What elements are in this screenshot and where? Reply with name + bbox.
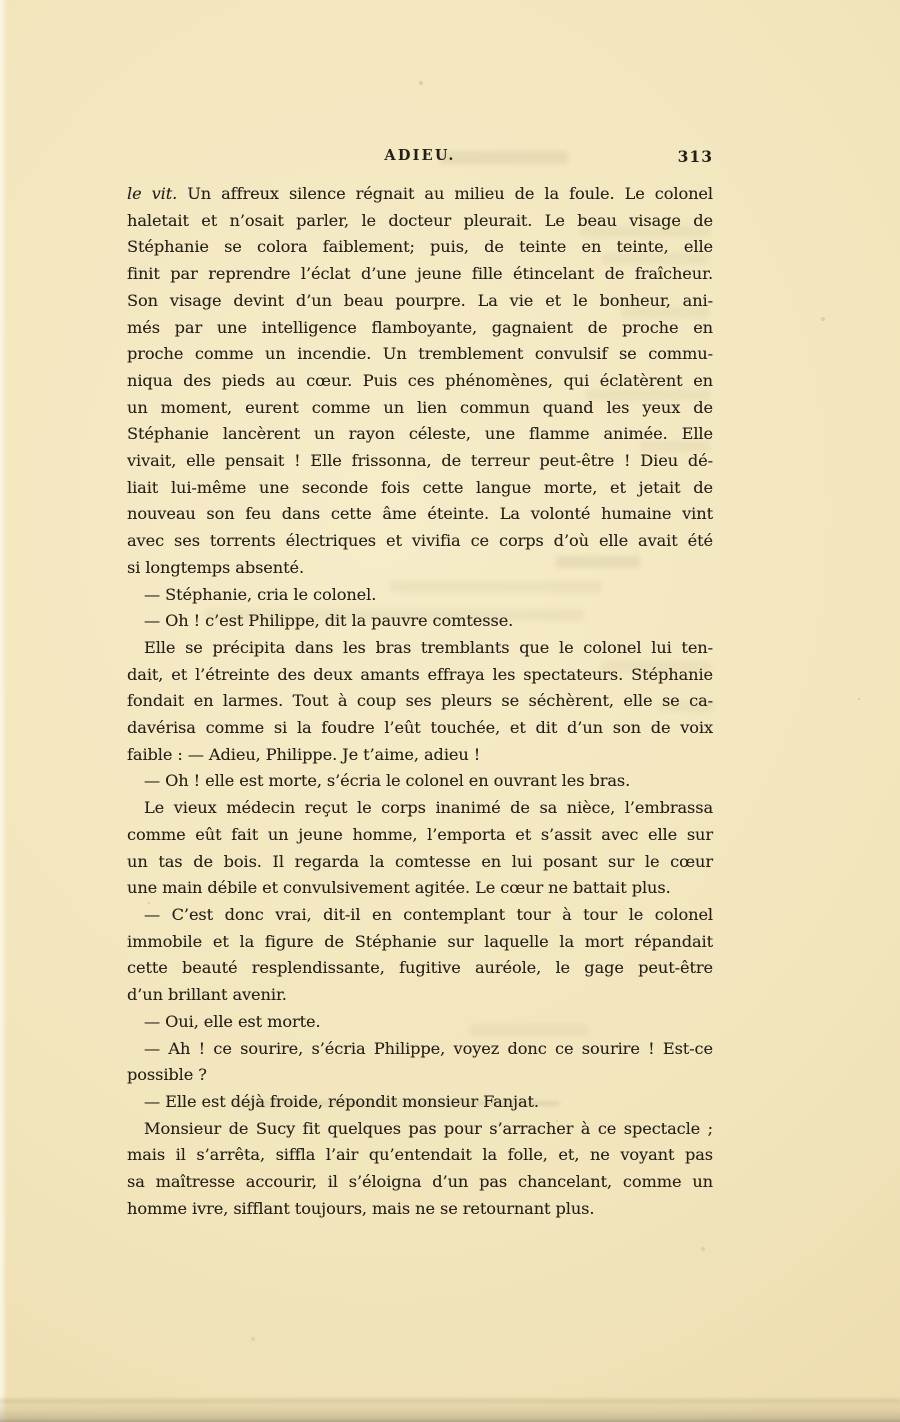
paragraph xyxy=(127,1036,713,1089)
text-line: niqua des pieds au cœur. Puis ces phénomènes, qui éclatèrent en xyxy=(127,370,713,390)
text-line: finit par reprendre l’éclat d’une jeune fille étincelant de fraîcheur. xyxy=(127,264,713,284)
paragraph xyxy=(127,902,713,1009)
text-line: homme ivre, sifflant toujours, mais ne se retournant plus. xyxy=(127,1198,595,1218)
paragraph xyxy=(127,768,713,795)
text-line: davérisa comme si la foudre l’eût touchée, et dit d’un son de voix xyxy=(127,718,713,738)
text-line: avec ses torrents électriques et vivifia ce corps d’où elle avait été xyxy=(127,531,713,551)
text-line: — Ah ! ce sourire, s’écria Philippe, voyez donc ce sourire ! Est-ce xyxy=(144,1038,713,1058)
page-left-edge xyxy=(0,0,7,1422)
text-line: le vit. Un affreux silence régnait au milieu de la foule. Le colonel xyxy=(127,184,713,203)
text-line: — Oh ! elle est morte, s’écria le colonel en ouvrant les bras. xyxy=(144,771,631,791)
text-line: immobile et la figure de Stéphanie sur laquelle la mort répandait xyxy=(127,931,713,951)
italic-lead: le vit. xyxy=(127,184,178,203)
text-line: més par une intelligence flamboyante, gagnaient de proche en xyxy=(127,317,713,337)
text-line: un moment, eurent comme un lien commun quand les yeux de xyxy=(127,397,713,417)
text-line: une main débile et convulsivement agitée. Le cœur ne battait plus. xyxy=(127,878,671,898)
paragraph xyxy=(127,1089,713,1116)
paragraph xyxy=(127,795,713,902)
text-line: Monsieur de Sucy fit quelques pas pour s’arracher à ce spectacle ; xyxy=(144,1118,713,1138)
text-line: Son visage devint d’un beau pourpre. La vie et le bonheur, ani- xyxy=(127,290,713,310)
paragraph xyxy=(127,181,713,582)
text-line: Elle se précipita dans les bras tremblants que le colonel lui ten- xyxy=(144,637,713,657)
text-line: cette beauté resplendissante, fugitive auréole, le gage peut-être xyxy=(127,958,713,978)
text-line: possible ? xyxy=(127,1065,207,1085)
text-line: comme eût fait un jeune homme, l’emporta et s’assit avec elle sur xyxy=(127,824,713,844)
text-line: — C’est donc vrai, dit-il en contemplant tour à tour le colonel xyxy=(144,904,713,924)
running-head xyxy=(127,147,713,167)
text-line: d’un brillant avenir. xyxy=(127,985,287,1005)
text-line: liait lui-même une seconde fois cette langue morte, et jetait de xyxy=(127,477,713,497)
text-line: vivait, elle pensait ! Elle frissonna, de terreur peut-être ! Dieu dé- xyxy=(127,451,713,471)
text-line: sa maîtresse accourir, il s’éloigna d’un pas chancelant, comme un xyxy=(127,1172,713,1192)
text-line: nouveau son feu dans cette âme éteinte. La volonté humaine vint xyxy=(127,504,713,524)
page-bottom-edge xyxy=(0,1396,900,1422)
text-line: Stéphanie lancèrent un rayon céleste, une flamme animée. Elle xyxy=(127,424,713,444)
paragraph xyxy=(127,1009,713,1036)
paper-specks xyxy=(0,0,2,2)
paragraph xyxy=(127,582,713,609)
text-line: Le vieux médecin reçut le corps inanimé de sa nièce, l’embrassa xyxy=(144,798,713,818)
page-number: 313 xyxy=(677,147,713,166)
paragraph xyxy=(127,1116,713,1223)
page-header-title: ADIEU. xyxy=(384,147,456,164)
text-line: — Elle est déjà froide, répondit monsieur Fanjat. xyxy=(144,1091,539,1111)
text-line: haletait et n’osait parler, le docteur pleurait. Le beau visage de xyxy=(127,210,713,230)
text-block xyxy=(127,181,713,1222)
text-line: Stéphanie se colora faiblement; puis, de teinte en teinte, elle xyxy=(127,237,713,257)
text-line: — Stéphanie, cria le colonel. xyxy=(144,584,377,604)
paragraph xyxy=(127,635,713,769)
text-line: dait, et l’étreinte des deux amants effraya les spectateurs. Stéphanie xyxy=(127,664,713,684)
text-line: si longtemps absenté. xyxy=(127,557,305,577)
paragraph xyxy=(127,608,713,635)
text-line: proche comme un incendie. Un tremblement convulsif se commu- xyxy=(127,344,713,364)
text-line: faible : — Adieu, Philippe. Je t’aime, adieu ! xyxy=(127,744,481,764)
text-line: un tas de bois. Il regarda la comtesse en lui posant sur le cœur xyxy=(127,851,713,871)
text-line: mais il s’arrêta, siffla l’air qu’entendait la folle, et, ne voyant pas xyxy=(127,1145,713,1165)
text-line: — Oui, elle est morte. xyxy=(144,1011,321,1031)
text-line: — Oh ! c’est Philippe, dit la pauvre comtesse. xyxy=(144,611,514,631)
text-line: fondait en larmes. Tout à coup ses pleurs se séchèrent, elle se ca- xyxy=(127,691,713,711)
